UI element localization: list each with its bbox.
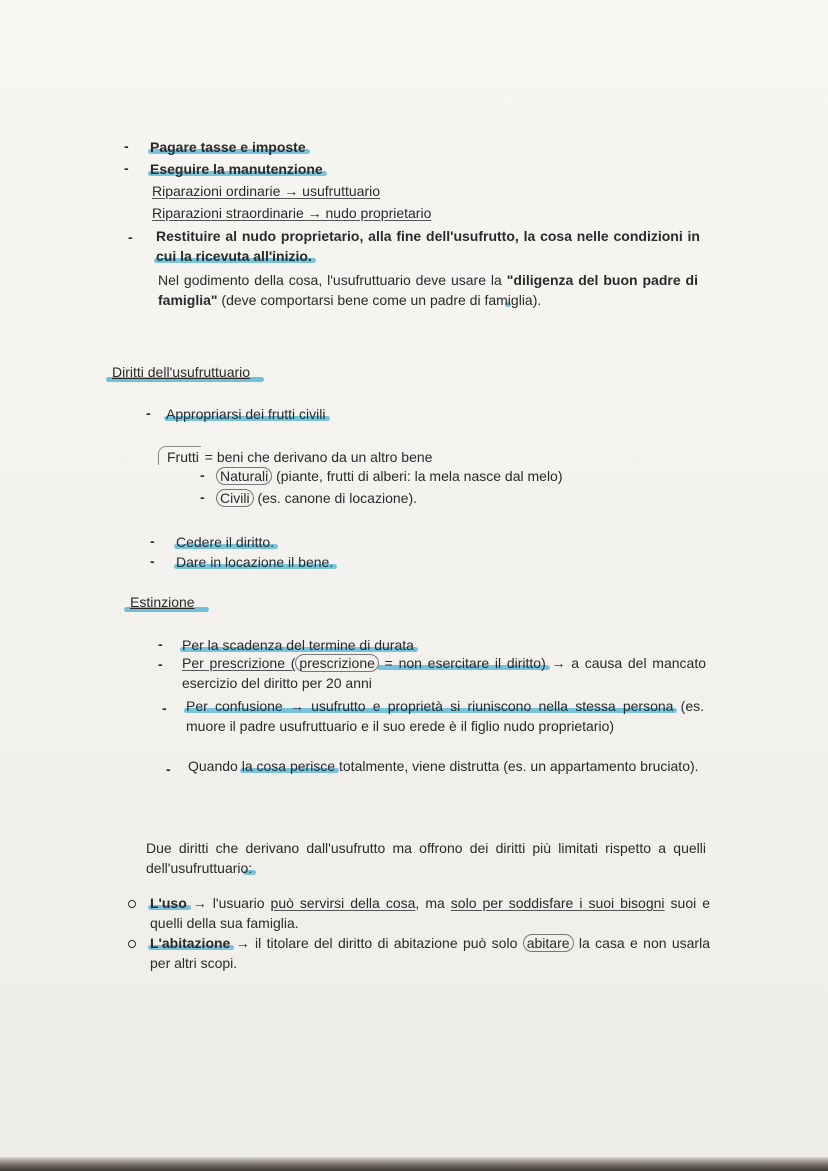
dash-marker: - — [124, 160, 129, 176]
item-term — [182, 636, 414, 654]
perish-intro: Quando — [188, 758, 242, 774]
dash-marker: - — [150, 553, 155, 569]
item-lease — [176, 553, 333, 571]
ordinary-text: Riparazioni ordinarie → usufruttuario — [152, 183, 380, 199]
cede-text: Cedere il diritto. — [176, 534, 275, 550]
perish-rest: totalmente, viene distrutta (es. un appartamento bruciato). — [335, 758, 699, 774]
use-text-c: , ma — [415, 895, 451, 911]
civil-def: (es. canone di locazione). — [253, 490, 417, 506]
use-text-a: → l'usuario — [186, 895, 271, 911]
natural-word: Naturali — [216, 467, 272, 485]
item-cede — [176, 533, 274, 551]
habitation-text-b: la casa e non usarla per altri scopi. — [150, 935, 710, 971]
return-text: Restituire al nudo proprietario, alla fine dell'usufrutto, la cosa nelle condizioni in cui la ricevuta all'inizio. — [156, 228, 700, 264]
prescription-def: = non esercitare il diritto) — [378, 655, 546, 671]
dash-marker: - — [200, 467, 205, 483]
prescription-intro: Per prescrizione ( — [182, 655, 296, 671]
prescription-word: prescrizione — [295, 654, 378, 672]
use-title: L'uso — [150, 895, 187, 911]
dash-marker: - — [158, 656, 163, 672]
item-tax — [150, 138, 306, 156]
fruits-word: Frutti — [158, 446, 201, 465]
circle-bullet-icon — [128, 940, 136, 948]
dash-marker: - — [128, 229, 133, 245]
habitation-text-a: → il titolare del diritto di abitazione può solo — [230, 935, 523, 951]
derived-intro — [146, 838, 706, 878]
diligence-quote: "diligenza del buon padre di famiglia" — [158, 272, 698, 308]
fruits-definition — [158, 448, 432, 466]
prescription-reason: → a causa del mancato esercizio del diritto per 20 anni — [182, 655, 706, 691]
diligence-explain: (deve comportarsi bene come un padre di famiglia). — [217, 292, 542, 308]
item-prescription — [182, 653, 706, 693]
maintenance-text: Eseguire la manutenzione — [150, 161, 323, 177]
item-return — [156, 226, 700, 266]
lease-text: Dare in locazione il bene. — [176, 554, 334, 570]
habitation-title: L'abitazione — [150, 935, 231, 951]
fruits-def: = beni che derivano da un altro bene — [200, 449, 433, 465]
derived-intro-a: Due diritti che — [146, 840, 246, 856]
habitation-word: abitare — [523, 934, 574, 952]
item-habitation — [150, 933, 710, 973]
fruits-natural — [216, 467, 563, 485]
use-text-d: solo per soddisfare i suoi bisogni — [450, 895, 665, 911]
fruits-civil — [216, 489, 417, 507]
derived-intro-b: derivano dall'usufrutto ma offrono dei diritti più limitati rispetto a quelli dell'usufruttuario: — [146, 840, 706, 876]
civil-fruits-text: Appropriarsi dei frutti civili — [166, 406, 326, 422]
tax-text: Pagare tasse e imposte — [150, 139, 306, 155]
dash-marker: - — [150, 533, 155, 549]
natural-def: (piante, frutti di alberi: la mela nasce dal melo) — [272, 468, 563, 484]
dash-marker: - — [162, 700, 167, 716]
dash-marker: - — [158, 636, 163, 652]
item-confusion — [186, 696, 704, 736]
item-use — [150, 893, 710, 933]
perish-key: la cosa perisce — [241, 758, 336, 774]
confusion-text: Per confusione → usufrutto e proprietà si riuniscono nella stessa persona — [186, 698, 674, 714]
dash-marker: - — [200, 489, 205, 505]
rights-heading: Diritti dell'usufruttuario — [112, 364, 251, 380]
confusion-example: (es. muore il padre usufruttuario e il suo erede è il figlio nudo proprietario) — [186, 698, 704, 734]
item-civil-fruits — [166, 405, 326, 423]
dash-marker: - — [124, 138, 129, 154]
item-maintenance — [150, 160, 323, 178]
term-text: Per la scadenza del termine di durata — [182, 637, 414, 653]
use-text-e: suoi e quelli della sua famiglia. — [150, 895, 711, 931]
circle-bullet-icon — [128, 900, 136, 908]
item-diligence — [158, 270, 698, 310]
diligence-intro: Nel godimento della cosa, l'usufruttuario deve usare la — [158, 272, 507, 288]
dash-marker: - — [146, 405, 151, 421]
dash-marker: - — [166, 761, 171, 777]
extinction-heading: Estinzione — [130, 594, 195, 610]
use-text-b: può servirsi della cosa — [270, 895, 416, 911]
item-extraordinary — [152, 204, 431, 222]
item-ordinary — [152, 182, 380, 200]
item-perish — [188, 756, 704, 776]
civil-word: Civili — [216, 489, 254, 507]
extraordinary-text: Riparazioni straordinarie → nudo proprietario — [152, 205, 432, 221]
